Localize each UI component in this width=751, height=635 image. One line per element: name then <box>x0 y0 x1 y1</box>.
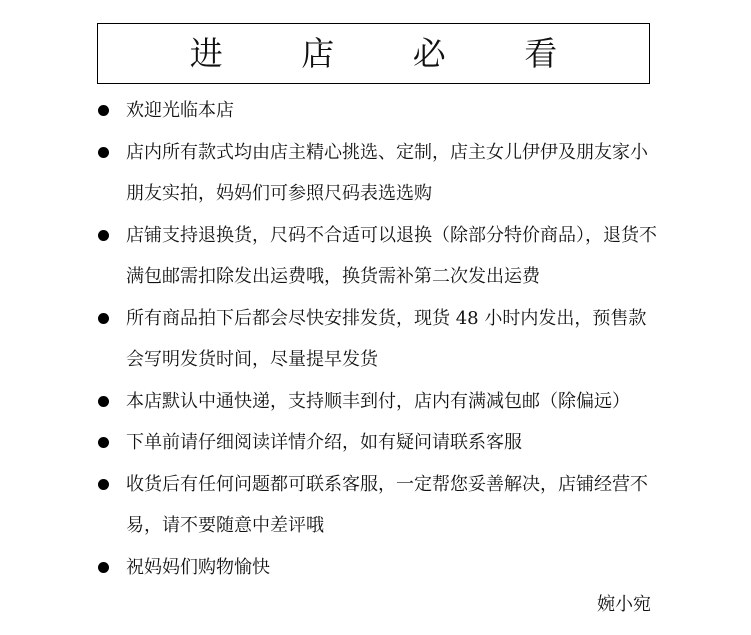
bullet-icon <box>98 562 109 573</box>
notice-item-after-sale <box>97 464 657 547</box>
bullet-icon <box>98 230 109 241</box>
notice-text: 祝妈妈们购物愉快 <box>126 556 270 578</box>
bullet-icon <box>98 396 109 407</box>
notice-text: 店铺支持退换货，尺码不合适可以退换（除部分特价商品），退货不满包邮需扣除发出运费哦，换货需补第二次发出运费 <box>126 224 657 287</box>
notice-item-returns <box>97 215 657 298</box>
notice-item-welcome <box>97 90 657 132</box>
notice-item-courier <box>97 381 657 423</box>
notice-item-read-details <box>97 422 657 464</box>
notice-text: 欢迎光临本店 <box>126 100 234 121</box>
notice-text: 店内所有款式均由店主精心挑选、定制，店主女儿伊伊及朋友家小朋友实拍，妈妈们可参照尺码表选选购 <box>126 141 648 204</box>
title-box <box>97 23 650 84</box>
bullet-icon <box>98 105 109 116</box>
bullet-icon <box>98 479 109 490</box>
signature: 婉小宛 <box>597 594 651 615</box>
bullet-icon <box>98 437 109 448</box>
notice-list <box>97 90 657 588</box>
notice-text: 本店默认中通快递，支持顺丰到付，店内有满减包邮（除偏远） <box>126 390 630 412</box>
notice-text: 所有商品拍下后都会尽快安排发货，现货 48 小时内发出，预售款会写明发货时间，尽量提早发货 <box>126 307 647 370</box>
notice-item-styles <box>97 132 657 215</box>
bullet-icon <box>98 313 109 324</box>
notice-text: 下单前请仔细阅读详情介绍，如有疑问请联系客服 <box>126 432 522 453</box>
notice-text: 收货后有任何问题都可联系客服，一定帮您妥善解决，店铺经营不易，请不要随意中差评哦 <box>126 473 648 536</box>
page-title: 进 店 必 看 <box>189 34 592 73</box>
notice-item-wishes <box>97 547 657 589</box>
notice-item-shipping-time <box>97 298 657 381</box>
bullet-icon <box>98 147 109 158</box>
